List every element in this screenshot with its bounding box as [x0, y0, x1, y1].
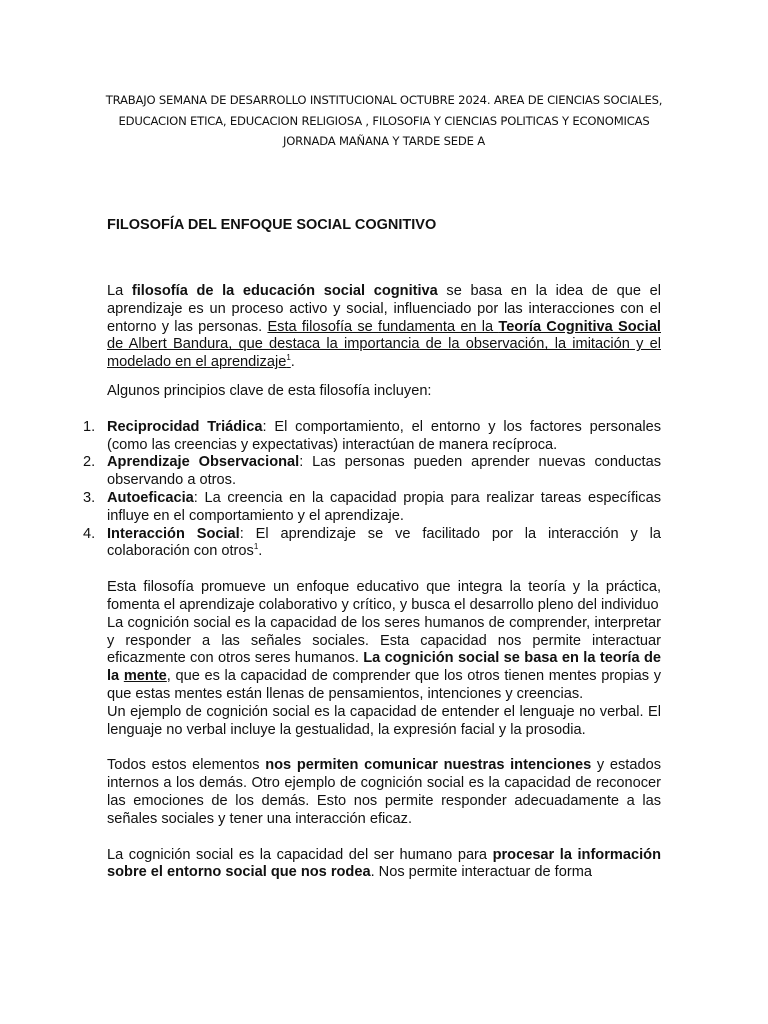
intro-underline-text-2: de Albert Bandura, que destaca la importancia de la observación, la imitación y el modelado en el aprendizaje	[107, 336, 661, 371]
para5-bold: nos permiten comunicar nuestras intenciones	[265, 757, 592, 774]
intro-text-1: La	[107, 283, 132, 299]
para6-bold: procesar la información sobre el entorno social que nos rodea	[107, 846, 661, 881]
list-text: : Las personas pueden aprender nuevas conductas observando a otros.	[107, 454, 661, 489]
header-line-1: TRABAJO SEMANA DE DESARROLLO INSTITUCIONAL OCTUBRE 2024. AREA DE CIENCIAS SOCIALES,	[105, 93, 663, 107]
list-item	[83, 454, 661, 490]
para6-text-2: . Nos permite interactuar de forma	[370, 864, 592, 881]
list-term: Interacción Social	[107, 525, 240, 542]
list-text: : El comportamiento, el entorno y los factores personales (como las creencias y expectativas) interactúan de manera recíproca.	[107, 418, 661, 453]
list-text: : El aprendizaje se ve facilitado por la interacción y la colaboración con otros	[107, 525, 661, 560]
list-term: Aprendizaje Observacional	[107, 454, 300, 471]
intro-text-2: se basa en la idea de que el aprendizaje es un proceso activo y social, influenciado por las interacciones con el entorno y las personas.	[107, 283, 661, 335]
paragraph-nonverbal: Un ejemplo de cognición social es la capacidad de entender el lenguaje no verbal. El lenguaje no verbal incluye la gestualidad, la expresión facial y la prosodia.	[107, 703, 661, 738]
paragraph-processing	[107, 847, 661, 883]
document-body	[83, 283, 662, 882]
list-number: 3.	[83, 489, 96, 506]
list-item	[83, 418, 661, 455]
footnote-ref: 1	[286, 353, 291, 363]
para5-text-2: y estados internos a los demás. Otro ejemplo de cognición social es la capacidad de reconocer las emociones de los demás. Esto nos permite responder adecuadamente a las señales sociales y tener una interacción eficaz.	[107, 757, 662, 827]
intro-end: .	[290, 354, 295, 371]
para3-bold: La cognición social se basa en la teoría de la	[107, 650, 661, 685]
list-number: 4.	[83, 525, 96, 542]
paragraph-social-cognition	[107, 615, 661, 704]
document-title: FILOSOFÍA DEL ENFOQUE SOCIAL COGNITIVO	[107, 217, 437, 233]
list-item	[83, 525, 661, 562]
para3-text-1: La cognición social es la capacidad de los seres humanos de comprender, interpretar y responder a las señales sociales. Esta capacidad nos permite interactuar eficazmente con otros seres humanos.	[107, 614, 661, 667]
document-header	[90, 90, 678, 152]
intro-bold-term: filosofía de la educación social cognitiva	[131, 283, 438, 299]
list-term: Reciprocidad Triádica	[107, 418, 263, 435]
intro-paragraph	[107, 283, 661, 372]
list-number: 2.	[83, 454, 96, 471]
list-term: Autoeficacia	[107, 489, 194, 506]
list-text: : La creencia en la capacidad propia para realizar tareas específicas influye en el comportamiento y el aprendizaje.	[107, 489, 661, 524]
intro-underline-text-1: Esta filosofía se fundamenta en la	[267, 318, 499, 335]
header-line-3: JORNADA MAÑANA Y TARDE SEDE A	[283, 134, 485, 148]
header-line-2: EDUCACION ETICA, EDUCACION RELIGIOSA , FILOSOFIA Y CIENCIAS POLITICAS Y ECONOMICAS	[118, 113, 650, 128]
para6-text-1: La cognición social es la capacidad del ser humano para	[107, 846, 493, 863]
list-end: .	[258, 543, 263, 560]
intro-underline-bold: Teoría Cognitiva Social	[498, 318, 661, 335]
list-item	[83, 489, 661, 526]
para3-bold-underline: mente	[123, 668, 167, 685]
principles-list	[83, 418, 661, 561]
list-number: 1.	[83, 418, 96, 435]
footnote-ref: 1	[253, 542, 259, 552]
para5-text-1: Todos estos elementos	[107, 757, 266, 774]
para3-text-2: , que es la capacidad de comprender que los otros tienen mentes propias y que estas mentes están llenas de pensamientos, intenciones y creencias.	[107, 668, 661, 702]
principles-intro: Algunos principios clave de esta filosofía incluyen:	[107, 382, 432, 399]
paragraph-elements	[107, 757, 661, 828]
paragraph-promotes: Esta filosofía promueve un enfoque educativo que integra la teoría y la práctica, fomenta el aprendizaje colaborativo y crítico, y busca el desarrollo pleno del individuo	[107, 579, 661, 613]
